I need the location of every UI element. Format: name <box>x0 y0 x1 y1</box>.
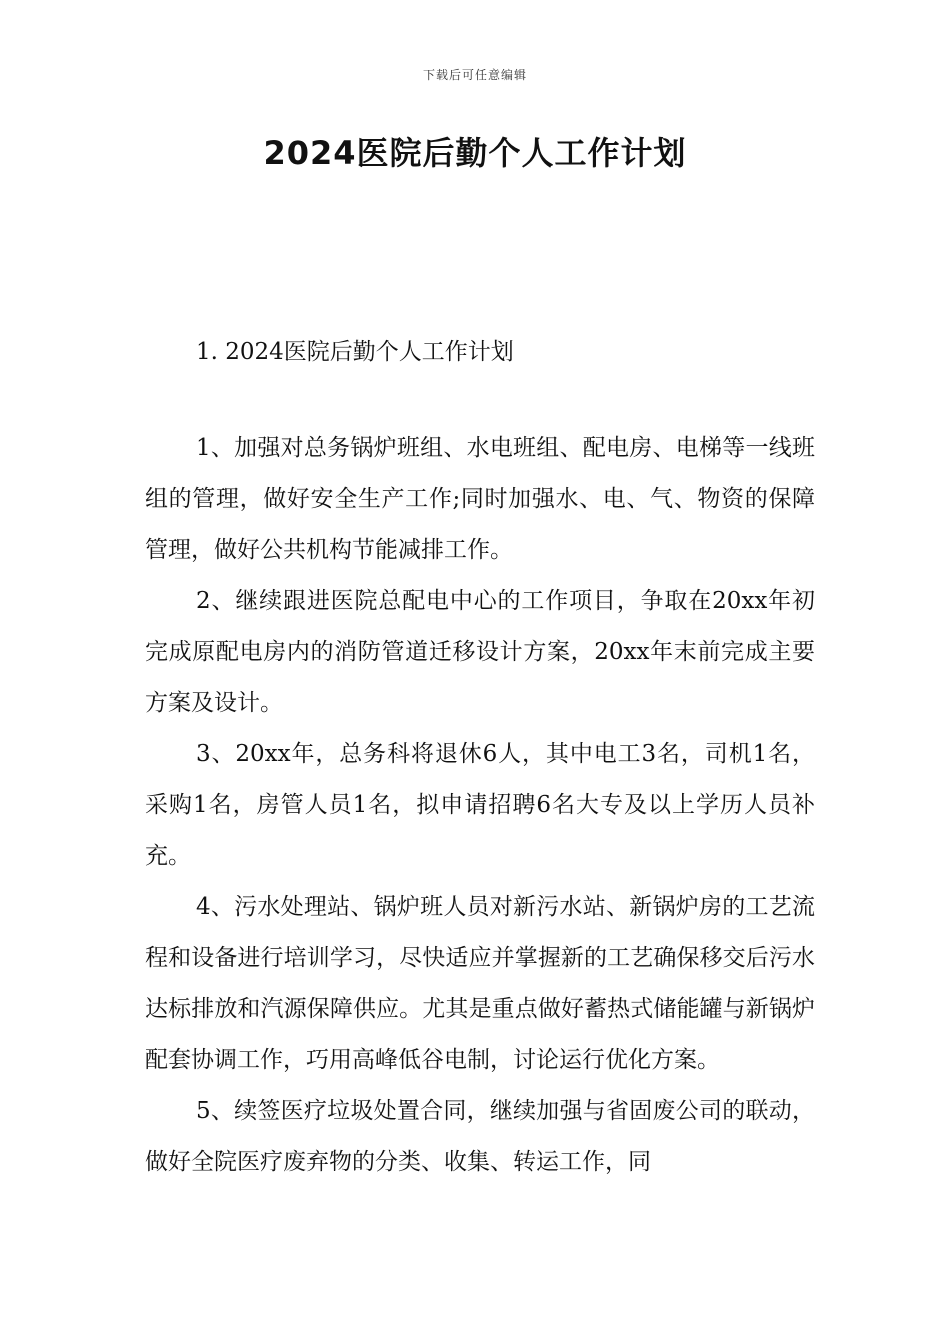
paragraph-2: 2、继续跟进医院总配电中心的工作项目，争取在20xx年初完成原配电房内的消防管道迁移设计方案，20xx年末前完成主要方案及设计。 <box>145 588 815 716</box>
paragraph-5: 5、续签医疗垃圾处置合同，继续加强与省固废公司的联动，做好全院医疗废弃物的分类、收集、转运工作，同 <box>145 1098 815 1175</box>
body-text <box>145 423 815 1188</box>
paragraph-4: 4、污水处理站、锅炉班人员对新污水站、新锅炉房的工艺流程和设备进行培训学习，尽快适应并掌握新的工艺确保移交后污水达标排放和汽源保障供应。尤其是重点做好蓄热式储能罐与新锅炉配套协调工作，巧用高峰低谷电制，讨论运行优化方案。 <box>145 894 815 1073</box>
header-note: 下载后可任意编辑 <box>422 68 527 82</box>
paragraph-1: 1、加强对总务锅炉班组、水电班组、配电房、电梯等一线班组的管理，做好安全生产工作;同时加强水、电、气、物资的保障管理，做好公共机构节能减排工作。 <box>145 435 815 563</box>
paragraph-3: 3、20xx年，总务科将退休6人，其中电工3名，司机1名，采购1名，房管人员1名，拟申请招聘6名大专及以上学历人员补充。 <box>145 741 815 869</box>
section-heading: 1. 2024医院后勤个人工作计划 <box>196 339 514 365</box>
document-title: 2024医院后勤个人工作计划 <box>263 134 687 172</box>
